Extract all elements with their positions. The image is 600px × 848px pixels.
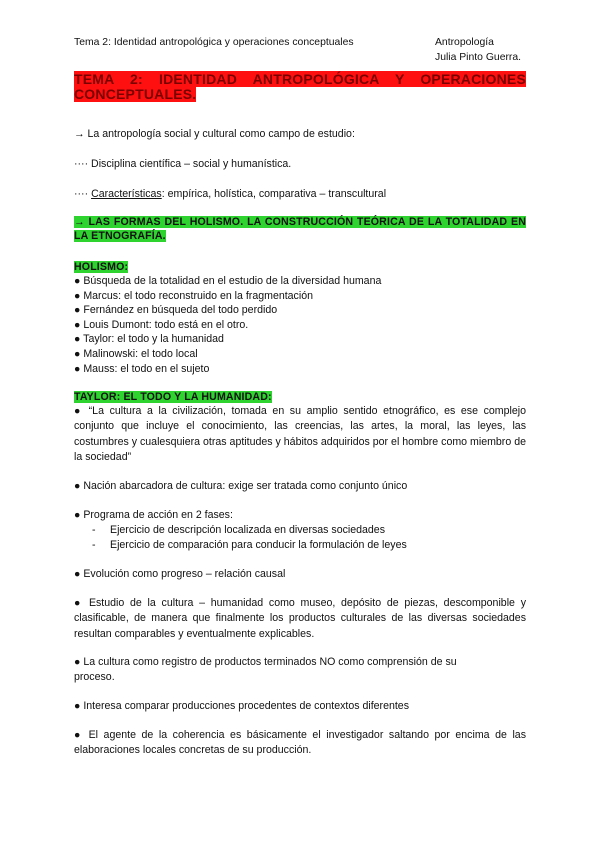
taylor-nacion: ● Nación abarcadora de cultura: exige ser tratada como conjunto único xyxy=(74,480,408,492)
list-item: ● Louis Dumont: todo está en el otro. xyxy=(74,318,249,331)
list-item: ● Malinowski: el todo local xyxy=(74,347,198,360)
list-item: ● Mauss: el todo en el sujeto xyxy=(74,362,210,375)
page-title: TEMA 2: IDENTIDAD ANTROPOLÓGICA Y OPERACIONES CONCEPTUALES. xyxy=(74,71,526,102)
programa-phase-2: - Ejercicio de comparación para conducir la formulación de leyes xyxy=(92,539,407,551)
intro-line-3: ···· Características: empírica, holística, comparativa – transcultural xyxy=(74,188,387,200)
header-left: Tema 2: Identidad antropológica y operaciones conceptuales xyxy=(74,37,354,48)
header-right-subject: Antropología xyxy=(435,37,494,48)
programa-phase-1: - Ejercicio de descripción localizada en diversas sociedades xyxy=(92,524,385,536)
holismo-heading: HOLISMO: xyxy=(74,261,129,273)
intro-line-2: ···· Disciplina científica – social y humanística. xyxy=(74,158,292,170)
taylor-interesa: ● Interesa comparar producciones procedentes de contextos diferentes xyxy=(74,700,409,712)
list-item: ● Búsqueda de la totalidad en el estudio de la diversidad humana xyxy=(74,275,382,287)
list-item: ● Fernández en búsqueda del todo perdido xyxy=(74,304,278,317)
header-right-author: Julia Pinto Guerra. xyxy=(435,52,522,63)
taylor-registro-line-2: proceso. xyxy=(74,671,115,683)
taylor-agente: ● El agente de la coherencia es básicamente el investigador saltando por encima de las elaboraciones locales concretas de su producción. xyxy=(74,729,526,757)
taylor-heading: TAYLOR: EL TODO Y LA HUMANIDAD: xyxy=(74,391,272,403)
intro-line-1: → La antropología social y cultural como campo de estudio: xyxy=(74,128,355,140)
taylor-estudio: ● Estudio de la cultura – humanidad como museo, depósito de piezas, descomponible y clasificable, de manera que finalmente los productos culturales de las diversas sociedades resultan comparables y eventualmente explicables. xyxy=(74,597,526,640)
taylor-programa: ● Programa de acción en 2 fases: xyxy=(74,509,233,521)
taylor-registro-line-1: ● La cultura como registro de productos terminados NO como comprensión de su xyxy=(74,656,457,668)
holismo-list xyxy=(74,274,526,376)
taylor-evolucion: ● Evolución como progreso – relación causal xyxy=(74,568,286,580)
list-item: ● Marcus: el todo reconstruido en la fragmentación xyxy=(74,289,313,302)
section-heading-holismo-forms: → LAS FORMAS DEL HOLISMO. LA CONSTRUCCIÓN TEÓRICA DE LA TOTALIDAD EN LA ETNOGRAFÍA. xyxy=(74,216,526,242)
taylor-quote: ● “La cultura a la civilización, tomada en su amplio sentido etnográfico, es ese complejo conjunto que incluye el conocimiento, las creencias, las artes, la moral, las leyes, las costumbres y cualesquiera otras aptitudes y hábitos adquiridos por el hombre como miembro de la sociedad” xyxy=(74,405,526,464)
caracteristicas-underlined: Características xyxy=(91,188,162,200)
list-item: ● Taylor: el todo y la humanidad xyxy=(74,333,224,346)
